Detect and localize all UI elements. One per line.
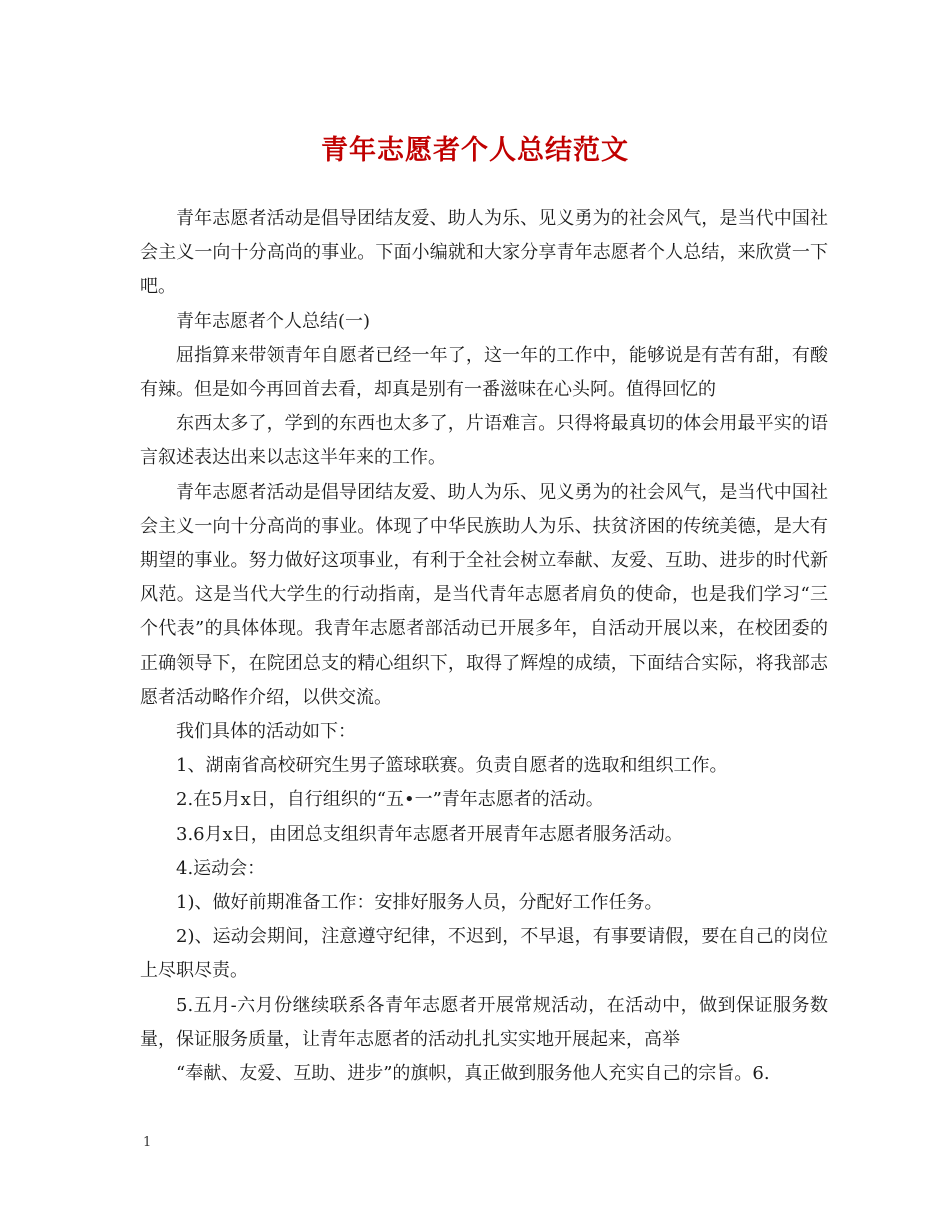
list-item: 2.在5月x日，自行组织的“五•一”青年志愿者的活动。 [176,789,604,811]
section-heading: 青年志愿者个人总结(一) [176,310,371,332]
document-title: 青年志愿者个人总结范文 [321,135,629,166]
paragraph: 东西太多了，学到的东西也太多了，片语难言。只得将最真切的体会用最平实的语言叙述表达出来以志这半年来的工作。 [140,413,828,469]
paragraph: “奉献、友爱、互助、进步”的旗帜，真正做到服务他人充实自己的宗旨。6. [176,1063,770,1085]
list-item: 1、湖南省高校研究生男子篮球联赛。负责自愿者的选取和组织工作。 [176,755,728,777]
paragraph: 我们具体的活动如下： [176,721,356,743]
paragraph: 青年志愿者活动是倡导团结友爱、助人为乐、见义勇为的社会风气，是当代中国社会主义一向十分高尚的事业。体现了中华民族助人为乐、扶贫济困的传统美德，是大有期望的事业。努力做好这项事业，有利于全社会树立奉献、友爱、互助、进步的时代新风范。这是当代大学生的行动指南，是当代青年志愿者肩负的使命，也是我们学习“三个代表”的具体体现。我青年志愿者部活动已开展多年，自活动开展以来，在校团委的正确领导下，在院团总支的精心组织下，取得了辉煌的成绩，下面结合实际，将我部志愿者活动略作介绍，以供交流。 [140,481,828,708]
list-item: 5.五月-六月份继续联系各青年志愿者开展常规活动，在活动中，做到保证服务数量，保证服务质量，让青年志愿者的活动扎扎实实地开展起来，高举 [140,994,828,1050]
paragraph: 屈指算来带领青年自愿者已经一年了，这一年的工作中，能够说是有苦有甜，有酸有辣。但是如今再回首去看，却真是别有一番滋味在心头阿。值得回忆的 [140,344,828,401]
list-item: 1)、做好前期准备工作：安排好服务人员，分配好工作任务。 [176,892,663,914]
page-number: 1 [143,1135,152,1150]
list-item: 2)、运动会期间，注意遵守纪律，不迟到，不早退，有事要请假，要在自己的岗位上尽职尽责。 [140,926,828,982]
list-item: 3.6月x日，由团总支组织青年志愿者开展青年志愿者服务活动。 [176,823,683,845]
document-body [140,202,828,1091]
paragraph-intro: 青年志愿者活动是倡导团结友爱、助人为乐、见义勇为的社会风气，是当代中国社会主义一向十分高尚的事业。下面小编就和大家分享青年志愿者个人总结，来欣赏一下吧。 [140,208,828,298]
list-item: 4.运动会： [176,857,266,879]
